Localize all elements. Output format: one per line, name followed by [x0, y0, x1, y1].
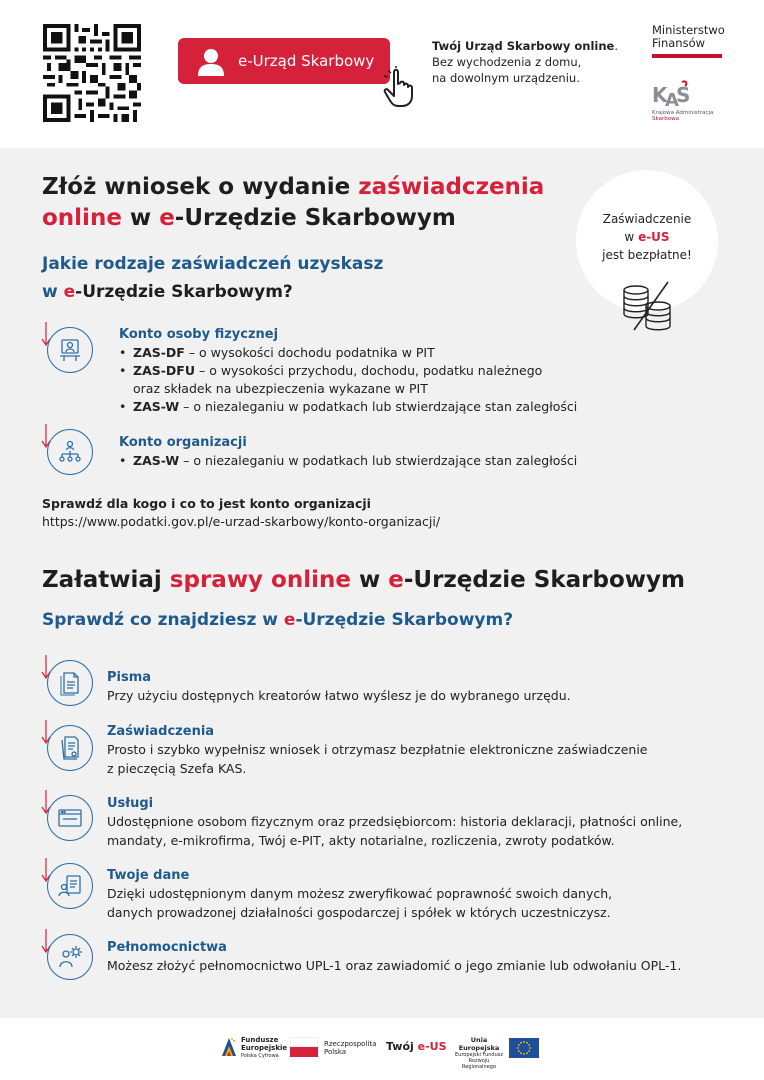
s1-sub-c: -Urzędzie Skarbowym? [75, 282, 293, 302]
konto-org-note-title: Sprawdź dla kogo i co to jest konto organizacji [42, 496, 371, 511]
tagline-line2: Bez wychodzenia z domu, [432, 55, 582, 69]
kas-logo-text [652, 110, 713, 122]
mf-logo-bar [652, 54, 722, 58]
svg-text:S: S [676, 83, 691, 107]
service-desc-uslugi: Udostępnione osobom fizycznym oraz przedsiębiorcom: historia deklaracji, płatności online, mandaty, e-mikrofirma, Twój e-PIT, akty notarialne, rozliczenia, zwroty podatków. [107, 814, 683, 848]
user-settings-icon [47, 934, 93, 980]
certificate-icon [47, 725, 93, 771]
organization-icon [47, 429, 93, 475]
rzeczpospolita-polska-logo: Rzeczpospolita Polska [324, 1040, 377, 1056]
user-icon [194, 44, 228, 78]
list-item: • ZAS-DF – o wysokości dochodu podatnika w PIT [119, 344, 577, 362]
list-item: • ZAS-W – o niezaleganiu w podatkach lub stwierdzające stan zaległości [119, 398, 577, 416]
badge-line2-b: e-US [638, 230, 670, 244]
section1-subtitle [42, 250, 383, 306]
tagline-dot: . [614, 39, 618, 53]
coins-crossed-icon [620, 278, 676, 334]
konto-org-list [119, 452, 577, 470]
e-urzad-button-label: e-Urząd Skarbowy [238, 52, 375, 70]
tagline-line3: na dowolnym urządzeniu. [432, 71, 580, 85]
service-title-twoje-dane: Twoje dane [107, 868, 190, 883]
service-desc-pelnomocnictwa: Możesz złożyć pełnomocnictwo UPL-1 oraz zawiadomić o jego zmianie lub odwołaniu OPL-1. [107, 958, 682, 973]
s2-title-e: -Urzędzie Skarbowym [403, 567, 685, 593]
s2-title-b: sprawy online [169, 567, 351, 593]
service-desc-zaswiadczenia: Prosto i szybko wypełnisz wniosek i otrzymasz bezpłatnie elektroniczne zaświadczenie z pieczęcią Szefa KAS. [107, 742, 648, 776]
s2-sub-a: Sprawdź co znajdziesz w [42, 610, 284, 630]
s2-title-a: Załatwiaj [42, 567, 170, 593]
service-title-uslugi: Usługi [107, 796, 154, 811]
list-item: • ZAS-W – o niezaleganiu w podatkach lub stwierdzające stan zaległości [119, 452, 577, 470]
s1-title-e: e [159, 205, 175, 231]
konto-org-link[interactable]: https://www.podatki.gov.pl/e-urzad-skarbowy/konto-organizacji/ [42, 514, 441, 529]
eu-flag-icon [509, 1038, 539, 1058]
s2-title-c: w [350, 567, 389, 593]
user-data-icon [47, 863, 93, 909]
fundusze-europejskie-logo: Fundusze Europejskie Polska Cyfrowa [241, 1036, 288, 1059]
header [0, 0, 764, 148]
mf-line2: Finansów [652, 36, 706, 50]
s1-sub-b: e [63, 282, 76, 302]
kas-line2: Skarbowa [652, 116, 679, 122]
e-urzad-skarbowy-button[interactable] [178, 38, 390, 84]
document-icon [47, 660, 93, 706]
svg-text:A: A [665, 90, 679, 111]
twoj-eus-logo: Twój e-US [386, 1040, 447, 1053]
person-desk-icon [47, 327, 93, 373]
s2-sub-c: -Urzędzie Skarbowym? [295, 610, 514, 630]
section1-title [42, 172, 544, 234]
s1-title-d: w [121, 205, 160, 231]
tagline-title: Twój Urząd Skarbowy online [432, 39, 615, 53]
list-item: • ZAS-DFU – o wysokości przychodu, dochodu, podatku należnego oraz składek na ubezpieczenia wykazane w PIT [119, 362, 577, 398]
s1-title-a: Złóż wniosek o wydanie [42, 174, 359, 200]
konto-osoby-title: Konto osoby fizycznej [119, 327, 279, 342]
service-desc-pisma: Przy użyciu dostępnych kreatorów łatwo wyślesz je do wybranego urzędu. [107, 688, 571, 703]
service-title-pelnomocnictwa: Pełnomocnictwa [107, 940, 227, 955]
qr-code[interactable] [42, 24, 142, 122]
service-title-zaswiadczenia: Zaświadczenia [107, 724, 215, 739]
pointer-hand-icon [380, 66, 422, 108]
tagline [432, 38, 618, 86]
fundusze-europejskie-icon [220, 1034, 238, 1058]
s1-sub-a: w [42, 282, 64, 302]
ministerstwo-finansow-logo [652, 24, 725, 50]
kas-line1: Krajowa Administracja [652, 110, 714, 116]
badge-line3: jest bezpłatne! [602, 248, 692, 262]
badge-line1: Zaświadczenie [602, 212, 692, 226]
unia-europejska-logo: Unia Europejska Europejski Fundusz Rozwoju Regionalnego [455, 1036, 503, 1070]
konto-org-title: Konto organizacji [119, 435, 247, 450]
s1-sub-l1: Jakie rodzaje zaświadczeń uzyskasz [42, 254, 384, 274]
s1-title-f: -Urzędzie Skarbowym [174, 205, 456, 231]
section2-subtitle [42, 606, 513, 634]
service-title-pisma: Pisma [107, 670, 152, 685]
section2-title [42, 565, 685, 596]
s1-title-c: online [42, 205, 122, 231]
badge-line2-a: w [624, 230, 639, 244]
s1-title-b: zaświadczenia [358, 174, 545, 200]
service-desc-twoje-dane: Dzięki udostępnionym danym możesz zweryfikować poprawność swoich danych, danych prowadzonej działalności gospodarczej i spółek w których uczestniczysz. [107, 886, 613, 920]
konto-osoby-list [119, 344, 577, 416]
s2-sub-b: e [283, 610, 296, 630]
mf-line1: Ministerstwo [652, 23, 725, 37]
browser-window-icon [47, 795, 93, 841]
footer [0, 1018, 764, 1080]
polish-flag-icon [290, 1037, 318, 1057]
s2-title-d: e [388, 567, 404, 593]
svg-text:K: K [652, 83, 668, 107]
